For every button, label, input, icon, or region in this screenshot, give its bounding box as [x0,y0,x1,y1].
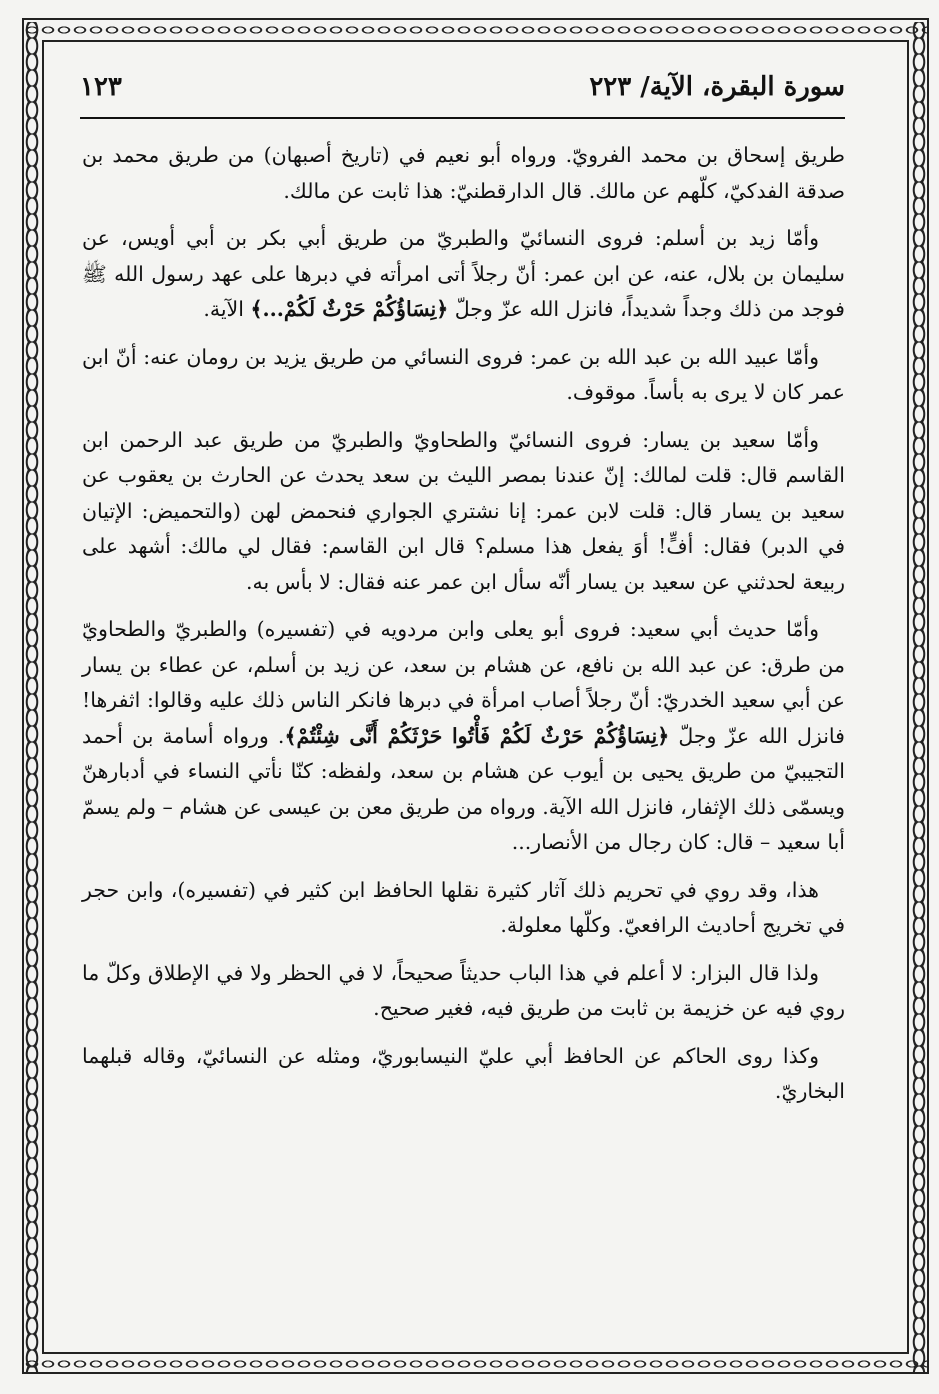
paragraph-5: وأمّا حديث أبي سعيد: فروى أبو يعلى وابن مردويه في (تفسيره) والطبريّ والطحاويّ من طرق: عن عبد الله بن نافع، عن هشام بن سعد، عن زيد بن أسلم، عن عطاء بن يسار عن أبي سعيد الخدريّ: أنّ رجلاً أصاب امرأة في دبرها فانكر الناس ذلك عليه وقالوا: اثفرها! فانزل الله عزّ وجلّ ﴿نِسَاؤُكُمْ حَرْثٌ لَكُمْ فَأْتُوا حَرْثَكُمْ أَنَّى شِئْتُمْ﴾. ورواه أسامة بن أحمد التجيبيّ من طريق يحيى بن أيوب عن هشام بن سعد، ولفظه: كنّا نأتي النساء في أدبارهنّ ويسمّى ذلك الإثفار، فانزل الله الآية. ورواه من طريق معن بن عيسى عن هشام – ولم يسمّ أبا سعيد – قال: كان رجال من الأنصار... [82,617,845,854]
paragraph-1: طريق إسحاق بن محمد الفرويّ. ورواه أبو نعيم في (تاريخ أصبهان) من طريق محمد بن صدقة الفدكيّ، كلّهم عن مالك. قال الدارقطنيّ: هذا ثابت عن مالك. [82,143,845,203]
chain-border-left [24,22,40,1372]
paragraph-4: وأمّا سعيد بن يسار: فروى النسائيّ والطحاويّ والطبريّ من طريق عبد الرحمن ابن القاسم قال: قلت لمالك: إنّ عندنا بمصر الليث بن سعد يحدث عن الحارث بن يعقوب عن سعيد بن يسار قال: قلت لابن عمر: إنا نشتري الجواري فنحمض لهن (والتحميض: الإتيان في الدبر) فقال: أفٍّ! أوَ يفعل هذا مسلم؟ قال ابن القاسم: فقال لي مالك: أشهد على ربيعة لحدثني عن سعيد بن يسار أنّه سأل ابن عمر عنه فقال: لا بأس به. [82,427,845,594]
paragraph-7: ولذا قال البزار: لا أعلم في هذا الباب حديثاً صحيحاً، لا في الحظر ولا في الإطلاق وكلّ ما روي فيه عن خزيمة بن ثابت من طريق فيه، فغير صحيح. [82,960,845,1020]
chain-border-right [911,22,927,1372]
header-title: سورة البقرة، الآية/ ٢٢٣ [589,72,845,102]
header-rule [80,117,845,119]
paragraph-6: هذا، وقد روي في تحريم ذلك آثار كثيرة نقلها الحافظ ابن كثير في (تفسيره)، وابن حجر في تخريج أحاديث الرافعيّ. وكلّها معلولة. [82,877,845,937]
running-header [80,66,845,114]
chain-border-bottom [24,1356,927,1372]
quran-quote: ﴿نِسَاؤُكُمْ حَرْثٌ لَكُمْ...﴾ [250,297,449,321]
body-text [82,138,845,1122]
paragraph-8: وكذا روى الحاكم عن الحافظ أبي عليّ النيسابوريّ، ومثله عن النسائيّ، وقاله قبلهما البخاريّ. [82,1043,845,1103]
chain-border-top [24,22,927,38]
paragraph-3: وأمّا عبيد الله بن عبد الله بن عمر: فروى النسائي من طريق يزيد بن رومان عنه: أنّ ابن عمر كان لا يرى به بأساً. موقوف. [82,344,845,404]
page-number: ١٢٣ [80,72,122,102]
paragraph-2: وأمّا زيد بن أسلم: فروى النسائيّ والطبريّ من طريق أبي بكر بن أبي أويس، عن سليمان بن بلال، عنه، عن ابن عمر: أنّ رجلاً أتى امرأته في دبرها على عهد رسول الله ﷺ فوجد من ذلك وجداً شديداً، فانزل الله عزّ وجلّ ﴿نِسَاؤُكُمْ حَرْثٌ لَكُمْ...﴾ الآية. [82,226,845,321]
quran-quote: ﴿نِسَاؤُكُمْ حَرْثٌ لَكُمْ فَأْتُوا حَرْثَكُمْ أَنَّى شِئْتُمْ﴾ [284,723,670,748]
